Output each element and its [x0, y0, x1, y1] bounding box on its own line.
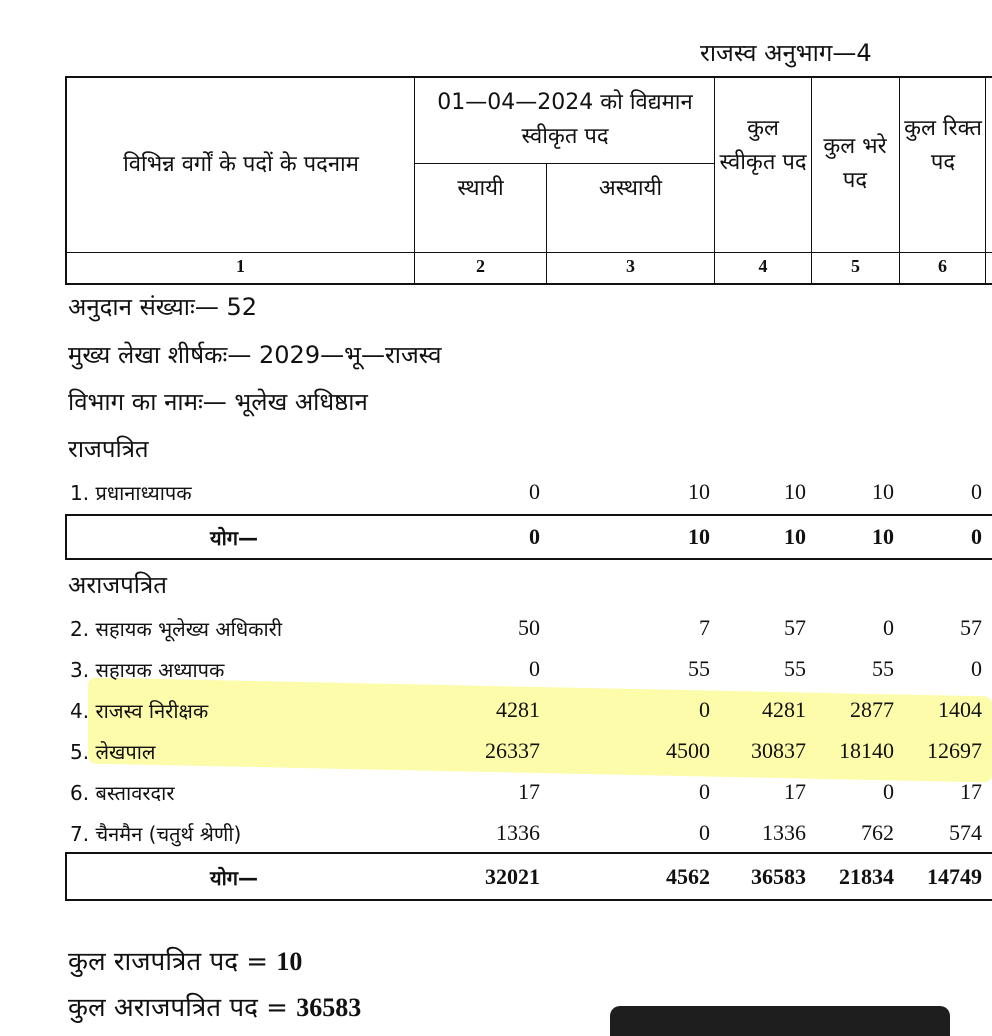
total-label: योग—: [210, 526, 259, 550]
cell-total-filled: 10: [872, 479, 894, 504]
cell-permanent: 0: [529, 479, 540, 504]
summary-non-gazetted-value: 36583: [296, 993, 362, 1022]
total-filled: 10: [872, 524, 894, 549]
total-permanent: 0: [529, 524, 540, 549]
cell-total-sanctioned: 55: [784, 656, 806, 681]
summary-gazetted-label: कुल राजपत्रित पद =: [68, 947, 269, 977]
summary-gazetted-value: 10: [276, 947, 303, 976]
total-sanctioned: 36583: [751, 864, 806, 889]
total-label: योग—: [210, 866, 259, 890]
cell-total-filled: 2877: [850, 697, 894, 722]
cell-total-vacant: 1404: [938, 697, 982, 722]
row-name: 3. सहायक अध्यापक: [70, 658, 225, 682]
total-vacant: 0: [971, 524, 982, 549]
cell-total-sanctioned: 1336: [762, 820, 806, 845]
header-designation: विभिन्न वर्गों के पदों के पदनाम: [123, 152, 359, 177]
cell-permanent: 0: [529, 656, 540, 681]
cell-total-sanctioned: 57: [784, 615, 806, 640]
summary-non-gazetted-label: कुल अराजपत्रित पद =: [68, 993, 288, 1023]
col-number: 5: [851, 256, 860, 276]
cell-permanent: 1336: [496, 820, 540, 845]
cell-total-filled: 0: [883, 615, 894, 640]
cell-temporary: 4500: [666, 738, 710, 763]
header-total-filled: कुल भरे पद: [823, 134, 887, 193]
department-name: विभाग का नामः— भूलेख अधिष्ठान: [68, 388, 368, 416]
cell-total-sanctioned: 10: [784, 479, 806, 504]
gazetted-title: राजपत्रित: [68, 435, 149, 463]
cell-temporary: 55: [688, 656, 710, 681]
cell-total-filled: 762: [861, 820, 894, 845]
header-permanent: स्थायी: [457, 176, 504, 201]
overlay-bar[interactable]: [610, 1006, 950, 1036]
total-permanent: 32021: [485, 864, 540, 889]
col-number: 4: [758, 256, 768, 276]
cell-total-vacant: 0: [971, 479, 982, 504]
cell-total-vacant: 0: [971, 656, 982, 681]
cell-total-sanctioned: 17: [784, 779, 806, 804]
cell-total-filled: 18140: [839, 738, 894, 763]
cell-temporary: 0: [699, 697, 710, 722]
cell-total-filled: 0: [883, 779, 894, 804]
header-sanctioned-group: 01—04—2024 को विद्यमान स्वीकृत पद: [437, 90, 693, 149]
cell-permanent: 4281: [496, 697, 540, 722]
non-gazetted-title: अराजपत्रित: [68, 571, 167, 599]
highlight-marker: [88, 678, 992, 783]
grant-number: अनुदान संख्याः— 52: [68, 293, 257, 321]
total-filled: 21834: [839, 864, 894, 889]
cell-temporary: 0: [699, 779, 710, 804]
row-name: 4. राजस्व निरीक्षक: [70, 699, 209, 723]
row-name: 2. सहायक भूलेख्य अधिकारी: [70, 617, 283, 641]
total-temporary: 10: [688, 524, 710, 549]
summary-gazetted: [68, 942, 302, 978]
cell-permanent: 26337: [485, 738, 540, 763]
cell-total-filled: 55: [872, 656, 894, 681]
cell-total-sanctioned: 30837: [751, 738, 806, 763]
row-name: 6. बस्तावरदार: [70, 781, 175, 805]
cell-total-vacant: 17: [960, 779, 982, 804]
col-number: 2: [476, 256, 485, 276]
row-name: 5. लेखपाल: [70, 740, 156, 764]
cell-total-vacant: 574: [949, 820, 982, 845]
account-head: मुख्य लेखा शीर्षकः— 2029—भू—राजस्व: [68, 341, 442, 369]
cell-total-vacant: 12697: [927, 738, 982, 763]
col-number: 6: [938, 256, 947, 276]
cell-permanent: 17: [518, 779, 540, 804]
total-temporary: 4562: [666, 864, 710, 889]
header-total-vacant: कुल रिक्त पद: [904, 116, 982, 175]
row-name: 1. प्रधानाध्यापक: [70, 481, 192, 505]
cell-total-vacant: 57: [960, 615, 982, 640]
cell-temporary: 7: [699, 615, 710, 640]
total-vacant: 14749: [927, 864, 982, 889]
header-temporary: अस्थायी: [598, 176, 663, 201]
total-sanctioned: 10: [784, 524, 806, 549]
cell-total-sanctioned: 4281: [762, 697, 806, 722]
cell-temporary: 10: [688, 479, 710, 504]
header-total-sanctioned: कुल स्वीकृत पद: [719, 116, 807, 175]
summary-non-gazetted: [68, 988, 361, 1024]
col-number: 3: [626, 256, 635, 276]
row-name: 7. चैनमैन (चतुर्थ श्रेणी): [70, 822, 242, 846]
cell-temporary: 0: [699, 820, 710, 845]
cell-permanent: 50: [518, 615, 540, 640]
section-title: राजस्व अनुभाग—4: [700, 39, 872, 67]
col-number: 1: [236, 256, 245, 276]
